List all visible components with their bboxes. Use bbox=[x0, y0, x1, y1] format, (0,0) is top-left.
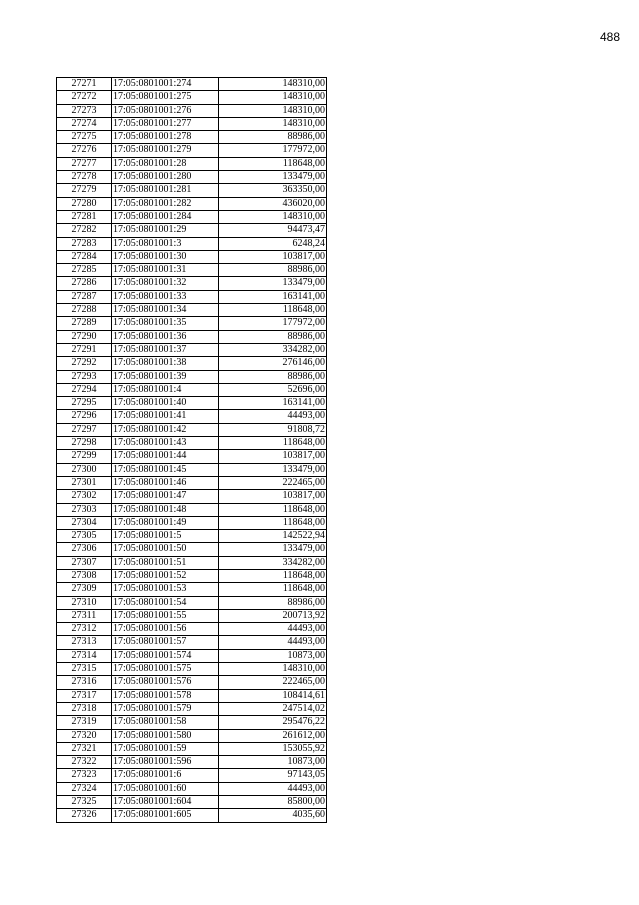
cadastral-number-cell: 17:05:0801001:276 bbox=[112, 104, 219, 117]
row-number-cell: 27314 bbox=[57, 649, 112, 662]
cadastral-number-cell: 17:05:0801001:35 bbox=[112, 317, 219, 330]
value-cell: 148310,00 bbox=[219, 210, 327, 223]
cadastral-number-cell: 17:05:0801001:56 bbox=[112, 623, 219, 636]
row-number-cell: 27326 bbox=[57, 809, 112, 822]
cadastral-number-cell: 17:05:0801001:281 bbox=[112, 184, 219, 197]
cadastral-number-cell: 17:05:0801001:52 bbox=[112, 569, 219, 582]
table-row bbox=[57, 609, 327, 622]
table-row bbox=[57, 397, 327, 410]
row-number-cell: 27303 bbox=[57, 503, 112, 516]
row-number-cell: 27285 bbox=[57, 264, 112, 277]
table-row bbox=[57, 649, 327, 662]
table-row bbox=[57, 809, 327, 822]
value-cell: 148310,00 bbox=[219, 663, 327, 676]
value-cell: 200713,92 bbox=[219, 609, 327, 622]
cadastral-number-cell: 17:05:0801001:282 bbox=[112, 197, 219, 210]
row-number-cell: 27319 bbox=[57, 716, 112, 729]
row-number-cell: 27281 bbox=[57, 210, 112, 223]
value-cell: 276146,00 bbox=[219, 357, 327, 370]
row-number-cell: 27298 bbox=[57, 437, 112, 450]
cadastral-number-cell: 17:05:0801001:579 bbox=[112, 702, 219, 715]
cadastral-number-cell: 17:05:0801001:55 bbox=[112, 609, 219, 622]
row-number-cell: 27297 bbox=[57, 423, 112, 436]
row-number-cell: 27308 bbox=[57, 569, 112, 582]
row-number-cell: 27323 bbox=[57, 769, 112, 782]
table-row bbox=[57, 144, 327, 157]
table-row bbox=[57, 224, 327, 237]
cadastral-number-cell: 17:05:0801001:43 bbox=[112, 437, 219, 450]
value-cell: 88986,00 bbox=[219, 370, 327, 383]
value-cell: 163141,00 bbox=[219, 290, 327, 303]
table-row bbox=[57, 104, 327, 117]
table-row bbox=[57, 782, 327, 795]
value-cell: 148310,00 bbox=[219, 78, 327, 91]
table-row bbox=[57, 197, 327, 210]
cadastral-number-cell: 17:05:0801001:5 bbox=[112, 530, 219, 543]
value-cell: 44493,00 bbox=[219, 636, 327, 649]
table-row bbox=[57, 796, 327, 809]
table-row bbox=[57, 702, 327, 715]
value-cell: 153055,92 bbox=[219, 742, 327, 755]
cadastral-number-cell: 17:05:0801001:30 bbox=[112, 250, 219, 263]
table-row bbox=[57, 423, 327, 436]
table-row bbox=[57, 264, 327, 277]
value-cell: 118648,00 bbox=[219, 437, 327, 450]
cadastral-number-cell: 17:05:0801001:38 bbox=[112, 357, 219, 370]
value-cell: 148310,00 bbox=[219, 91, 327, 104]
cadastral-number-cell: 17:05:0801001:3 bbox=[112, 237, 219, 250]
row-number-cell: 27290 bbox=[57, 330, 112, 343]
value-cell: 261612,00 bbox=[219, 729, 327, 742]
cadastral-number-cell: 17:05:0801001:275 bbox=[112, 91, 219, 104]
row-number-cell: 27317 bbox=[57, 689, 112, 702]
value-cell: 44493,00 bbox=[219, 782, 327, 795]
cadastral-number-cell: 17:05:0801001:279 bbox=[112, 144, 219, 157]
row-number-cell: 27312 bbox=[57, 623, 112, 636]
value-cell: 222465,00 bbox=[219, 676, 327, 689]
cadastral-number-cell: 17:05:0801001:57 bbox=[112, 636, 219, 649]
value-cell: 118648,00 bbox=[219, 503, 327, 516]
cadastral-number-cell: 17:05:0801001:54 bbox=[112, 596, 219, 609]
row-number-cell: 27276 bbox=[57, 144, 112, 157]
table-row bbox=[57, 569, 327, 582]
cadastral-number-cell: 17:05:0801001:34 bbox=[112, 304, 219, 317]
value-cell: 85800,00 bbox=[219, 796, 327, 809]
value-cell: 88986,00 bbox=[219, 596, 327, 609]
row-number-cell: 27309 bbox=[57, 583, 112, 596]
cadastral-number-cell: 17:05:0801001:277 bbox=[112, 117, 219, 130]
table-row bbox=[57, 171, 327, 184]
value-cell: 436020,00 bbox=[219, 197, 327, 210]
cadastral-number-cell: 17:05:0801001:29 bbox=[112, 224, 219, 237]
table-row bbox=[57, 437, 327, 450]
row-number-cell: 27283 bbox=[57, 237, 112, 250]
cadastral-number-cell: 17:05:0801001:32 bbox=[112, 277, 219, 290]
cadastral-number-cell: 17:05:0801001:580 bbox=[112, 729, 219, 742]
cadastral-number-cell: 17:05:0801001:46 bbox=[112, 476, 219, 489]
table-row bbox=[57, 503, 327, 516]
row-number-cell: 27325 bbox=[57, 796, 112, 809]
table-row bbox=[57, 756, 327, 769]
row-number-cell: 27279 bbox=[57, 184, 112, 197]
row-number-cell: 27275 bbox=[57, 131, 112, 144]
value-cell: 133479,00 bbox=[219, 543, 327, 556]
cadastral-number-cell: 17:05:0801001:58 bbox=[112, 716, 219, 729]
cadastral-number-cell: 17:05:0801001:31 bbox=[112, 264, 219, 277]
table-row bbox=[57, 91, 327, 104]
row-number-cell: 27315 bbox=[57, 663, 112, 676]
value-cell: 247514,02 bbox=[219, 702, 327, 715]
row-number-cell: 27278 bbox=[57, 171, 112, 184]
value-cell: 334282,00 bbox=[219, 556, 327, 569]
value-cell: 133479,00 bbox=[219, 171, 327, 184]
table-row bbox=[57, 357, 327, 370]
table-row bbox=[57, 383, 327, 396]
value-cell: 108414,61 bbox=[219, 689, 327, 702]
cadastral-number-cell: 17:05:0801001:36 bbox=[112, 330, 219, 343]
row-number-cell: 27305 bbox=[57, 530, 112, 543]
cadastral-number-cell: 17:05:0801001:575 bbox=[112, 663, 219, 676]
value-cell: 133479,00 bbox=[219, 277, 327, 290]
row-number-cell: 27293 bbox=[57, 370, 112, 383]
row-number-cell: 27313 bbox=[57, 636, 112, 649]
value-cell: 118648,00 bbox=[219, 516, 327, 529]
table-row bbox=[57, 676, 327, 689]
value-cell: 10873,00 bbox=[219, 756, 327, 769]
row-number-cell: 27295 bbox=[57, 397, 112, 410]
row-number-cell: 27288 bbox=[57, 304, 112, 317]
table-row bbox=[57, 716, 327, 729]
row-number-cell: 27272 bbox=[57, 91, 112, 104]
row-number-cell: 27301 bbox=[57, 476, 112, 489]
row-number-cell: 27299 bbox=[57, 450, 112, 463]
table-row bbox=[57, 277, 327, 290]
value-cell: 97143,05 bbox=[219, 769, 327, 782]
row-number-cell: 27294 bbox=[57, 383, 112, 396]
cadastral-number-cell: 17:05:0801001:45 bbox=[112, 463, 219, 476]
cadastral-number-cell: 17:05:0801001:605 bbox=[112, 809, 219, 822]
value-cell: 163141,00 bbox=[219, 397, 327, 410]
table-row bbox=[57, 410, 327, 423]
cadastral-number-cell: 17:05:0801001:33 bbox=[112, 290, 219, 303]
row-number-cell: 27287 bbox=[57, 290, 112, 303]
cadastral-number-cell: 17:05:0801001:6 bbox=[112, 769, 219, 782]
value-cell: 10873,00 bbox=[219, 649, 327, 662]
row-number-cell: 27277 bbox=[57, 157, 112, 170]
row-number-cell: 27316 bbox=[57, 676, 112, 689]
row-number-cell: 27289 bbox=[57, 317, 112, 330]
table-row bbox=[57, 78, 327, 91]
table-row bbox=[57, 530, 327, 543]
cadastral-number-cell: 17:05:0801001:51 bbox=[112, 556, 219, 569]
value-cell: 118648,00 bbox=[219, 157, 327, 170]
table-row bbox=[57, 117, 327, 130]
value-cell: 103817,00 bbox=[219, 490, 327, 503]
value-cell: 103817,00 bbox=[219, 450, 327, 463]
cadastral-number-cell: 17:05:0801001:274 bbox=[112, 78, 219, 91]
cadastral-number-cell: 17:05:0801001:41 bbox=[112, 410, 219, 423]
table-row bbox=[57, 304, 327, 317]
table-row bbox=[57, 250, 327, 263]
cadastral-number-cell: 17:05:0801001:47 bbox=[112, 490, 219, 503]
cadastral-number-cell: 17:05:0801001:278 bbox=[112, 131, 219, 144]
data-table bbox=[56, 77, 327, 823]
row-number-cell: 27300 bbox=[57, 463, 112, 476]
table-row bbox=[57, 729, 327, 742]
table-row bbox=[57, 131, 327, 144]
row-number-cell: 27286 bbox=[57, 277, 112, 290]
page-number: 488 bbox=[599, 30, 620, 44]
cadastral-number-cell: 17:05:0801001:596 bbox=[112, 756, 219, 769]
table-row bbox=[57, 330, 327, 343]
table-row bbox=[57, 636, 327, 649]
row-number-cell: 27304 bbox=[57, 516, 112, 529]
row-number-cell: 27296 bbox=[57, 410, 112, 423]
value-cell: 91808,72 bbox=[219, 423, 327, 436]
cadastral-number-cell: 17:05:0801001:280 bbox=[112, 171, 219, 184]
table-row bbox=[57, 343, 327, 356]
row-number-cell: 27318 bbox=[57, 702, 112, 715]
value-cell: 363350,00 bbox=[219, 184, 327, 197]
value-cell: 148310,00 bbox=[219, 117, 327, 130]
value-cell: 88986,00 bbox=[219, 264, 327, 277]
value-cell: 118648,00 bbox=[219, 304, 327, 317]
table-row bbox=[57, 596, 327, 609]
table-row bbox=[57, 237, 327, 250]
value-cell: 6248,24 bbox=[219, 237, 327, 250]
cadastral-number-cell: 17:05:0801001:60 bbox=[112, 782, 219, 795]
cadastral-number-cell: 17:05:0801001:53 bbox=[112, 583, 219, 596]
table-body bbox=[57, 78, 327, 823]
table-row bbox=[57, 463, 327, 476]
table-row bbox=[57, 556, 327, 569]
row-number-cell: 27292 bbox=[57, 357, 112, 370]
cadastral-number-cell: 17:05:0801001:48 bbox=[112, 503, 219, 516]
table-row bbox=[57, 370, 327, 383]
cadastral-number-cell: 17:05:0801001:37 bbox=[112, 343, 219, 356]
table-row bbox=[57, 663, 327, 676]
table-row bbox=[57, 742, 327, 755]
value-cell: 118648,00 bbox=[219, 583, 327, 596]
value-cell: 103817,00 bbox=[219, 250, 327, 263]
value-cell: 177972,00 bbox=[219, 144, 327, 157]
row-number-cell: 27321 bbox=[57, 742, 112, 755]
cadastral-number-cell: 17:05:0801001:28 bbox=[112, 157, 219, 170]
cadastral-number-cell: 17:05:0801001:44 bbox=[112, 450, 219, 463]
table-row bbox=[57, 543, 327, 556]
cadastral-number-cell: 17:05:0801001:42 bbox=[112, 423, 219, 436]
table-row bbox=[57, 769, 327, 782]
table-row bbox=[57, 157, 327, 170]
table-row bbox=[57, 450, 327, 463]
table-row bbox=[57, 490, 327, 503]
table-row bbox=[57, 290, 327, 303]
value-cell: 177972,00 bbox=[219, 317, 327, 330]
table-row bbox=[57, 210, 327, 223]
row-number-cell: 27282 bbox=[57, 224, 112, 237]
table-row bbox=[57, 516, 327, 529]
row-number-cell: 27320 bbox=[57, 729, 112, 742]
row-number-cell: 27291 bbox=[57, 343, 112, 356]
cadastral-number-cell: 17:05:0801001:40 bbox=[112, 397, 219, 410]
row-number-cell: 27302 bbox=[57, 490, 112, 503]
row-number-cell: 27324 bbox=[57, 782, 112, 795]
value-cell: 44493,00 bbox=[219, 410, 327, 423]
table-row bbox=[57, 583, 327, 596]
value-cell: 295476,22 bbox=[219, 716, 327, 729]
value-cell: 133479,00 bbox=[219, 463, 327, 476]
value-cell: 88986,00 bbox=[219, 131, 327, 144]
table-row bbox=[57, 623, 327, 636]
value-cell: 334282,00 bbox=[219, 343, 327, 356]
row-number-cell: 27274 bbox=[57, 117, 112, 130]
value-cell: 4035,60 bbox=[219, 809, 327, 822]
row-number-cell: 27280 bbox=[57, 197, 112, 210]
row-number-cell: 27311 bbox=[57, 609, 112, 622]
value-cell: 52696,00 bbox=[219, 383, 327, 396]
table-row bbox=[57, 317, 327, 330]
cadastral-number-cell: 17:05:0801001:284 bbox=[112, 210, 219, 223]
cadastral-number-cell: 17:05:0801001:4 bbox=[112, 383, 219, 396]
cadastral-number-cell: 17:05:0801001:604 bbox=[112, 796, 219, 809]
value-cell: 88986,00 bbox=[219, 330, 327, 343]
row-number-cell: 27322 bbox=[57, 756, 112, 769]
row-number-cell: 27271 bbox=[57, 78, 112, 91]
cadastral-number-cell: 17:05:0801001:578 bbox=[112, 689, 219, 702]
cadastral-number-cell: 17:05:0801001:49 bbox=[112, 516, 219, 529]
table-row bbox=[57, 476, 327, 489]
value-cell: 118648,00 bbox=[219, 569, 327, 582]
cadastral-number-cell: 17:05:0801001:576 bbox=[112, 676, 219, 689]
table-row bbox=[57, 184, 327, 197]
value-cell: 148310,00 bbox=[219, 104, 327, 117]
cadastral-number-cell: 17:05:0801001:574 bbox=[112, 649, 219, 662]
value-cell: 222465,00 bbox=[219, 476, 327, 489]
cadastral-number-cell: 17:05:0801001:50 bbox=[112, 543, 219, 556]
cadastral-number-cell: 17:05:0801001:59 bbox=[112, 742, 219, 755]
row-number-cell: 27284 bbox=[57, 250, 112, 263]
row-number-cell: 27306 bbox=[57, 543, 112, 556]
cadastral-number-cell: 17:05:0801001:39 bbox=[112, 370, 219, 383]
row-number-cell: 27307 bbox=[57, 556, 112, 569]
row-number-cell: 27273 bbox=[57, 104, 112, 117]
row-number-cell: 27310 bbox=[57, 596, 112, 609]
table-row bbox=[57, 689, 327, 702]
value-cell: 94473,47 bbox=[219, 224, 327, 237]
value-cell: 142522,94 bbox=[219, 530, 327, 543]
value-cell: 44493,00 bbox=[219, 623, 327, 636]
